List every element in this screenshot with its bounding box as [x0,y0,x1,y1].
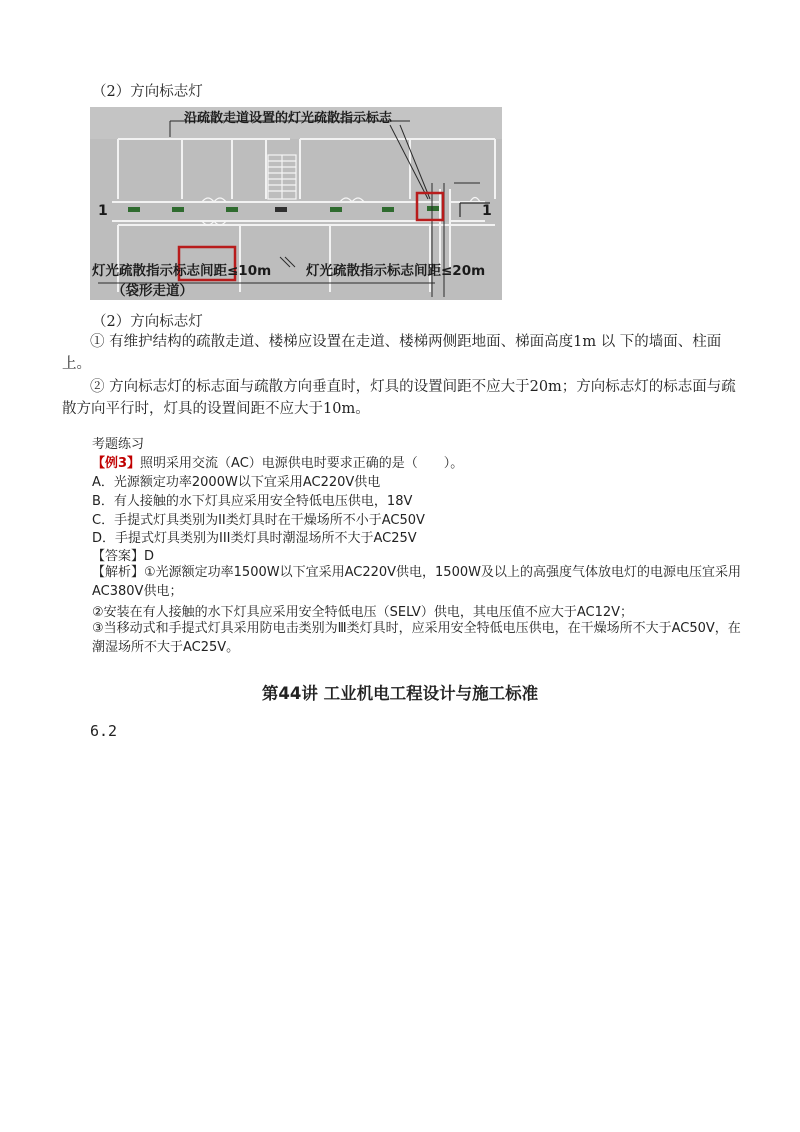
analysis-2: ②安装在有人接触的水下灯具应采用安全特低电压（SELV）供电，其电压值不应大于AC12V； [92,605,634,620]
lecture-heading: 第44讲 工业机电工程设计与施工标准 [261,684,539,703]
diagram-right-marker: 1 [482,203,492,219]
analysis-3-text: ③当移动式和手提式灯具采用防电击类别为Ⅲ类灯具时，应采用安全特低电压供电，在干燥场所不大于AC50V，在潮湿场所不大于AC25V。 [92,621,741,655]
evacuation-sign-diagram [90,107,502,300]
option-a: A．光源额定功率2000W以下宜采用AC220V供电 [92,475,381,490]
diagram-left-marker: 1 [98,203,108,219]
analysis-3 [92,619,742,657]
paragraph-1: ① 有维护结构的疏散走道、楼梯应设置在走道、楼梯两侧距地面、梯面高度1m 以 下的墙面、柱面上。 [62,334,722,372]
option-b: B．有人接触的水下灯具应采用安全特低电压供电，18V [92,494,413,509]
section-label-top: （2）方向标志灯 [92,84,203,100]
option-d: D．手提式灯具类别为III类灯具时潮湿场所不大于AC25V [92,531,417,546]
diagram-label-left-sub: （袋形走道） [112,283,193,299]
exercise-question: 照明采用交流（AC）电源供电时要求正确的是（ ）。 [140,456,464,471]
diagram-top-label: 沿疏散走道设置的灯光疏散指示标志 [184,111,393,126]
section-label-2: （2）方向标志灯 [92,314,203,330]
answer: 【答案】D [92,549,155,564]
option-c: C．手提式灯具类别为II类灯具时在干燥场所不小于AC50V [92,513,425,528]
example-tag: 【例3】 [92,456,141,471]
analysis-1 [92,563,742,601]
paragraph-2: ② 方向标志灯的标志面与疏散方向垂直时，灯具的设置间距不应大于20m；方向标志灯的标志面与疏散方向平行时，灯具的设置间距不应大于10m。 [62,379,736,417]
exercise-title: 考题练习 [92,437,145,452]
diagram-label-left: 灯光疏散指示标志间距≤10m [92,263,272,279]
diagram-label-right: 灯光疏散指示标志间距≤20m [306,263,486,279]
section-number: 6.2 [90,722,118,740]
analysis-1-text: 【解析】①光源额定功率1500W以下宜采用AC220V供电，1500W及以上的高强度气体放电灯的电源电压宜采用AC380V供电； [92,565,741,599]
exercise-question-line [92,452,463,471]
